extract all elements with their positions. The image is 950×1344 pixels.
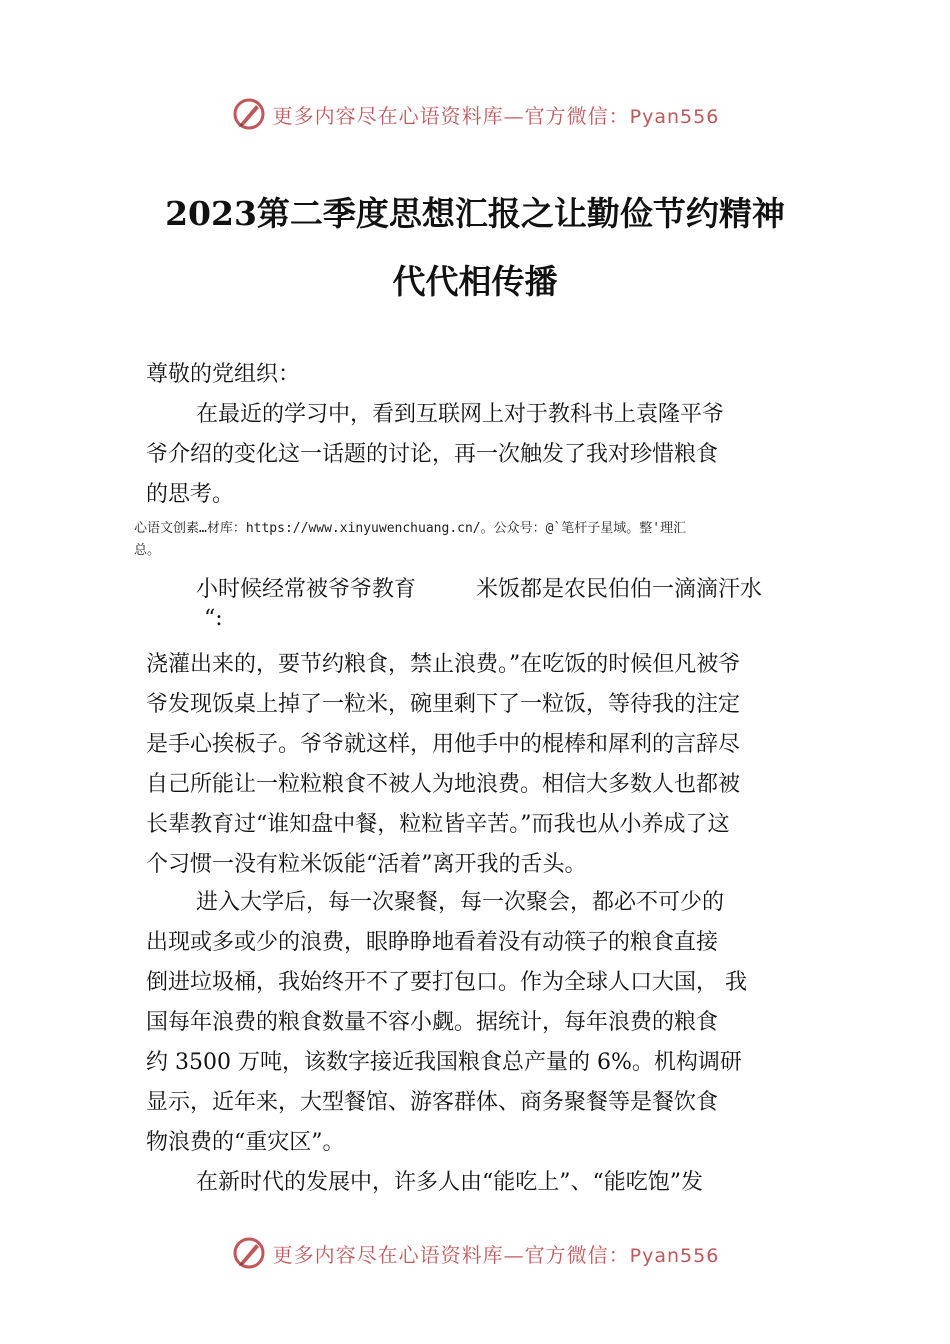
paragraph-line: 爷介绍的变化这一话题的讨论，再一次触发了我对珍惜粮食 [146, 442, 719, 467]
source-note-line: 心语文创素…材库：https://www.xinyuwenchuang.cn/。公众号：@`笔杆子星域。整'理汇 [134, 521, 687, 536]
paragraph-2-part-b: 米饭都是农民伯伯一滴滴汗水 [476, 577, 763, 602]
paragraph-line: 显示，近年来，大型餐馆、游客群体、商务聚餐等是餐饮食 [146, 1090, 719, 1115]
paragraph-2 [146, 645, 836, 885]
paragraph-2-first-line [196, 572, 836, 631]
document-title-line-1: 2023第二季度思想汇报之让勤俭节约精神 [165, 194, 785, 233]
paragraph-line: 浇灌出来的，要节约粮食，禁止浪费。”在吃饭的时候但凡被爷 [146, 652, 741, 677]
paragraph-line: 的思考。 [146, 482, 235, 507]
paragraph-line: 自己所能让一粒粒粮食不被人为地浪费。相信大多数人也都被 [146, 772, 741, 797]
quill-logo-icon [231, 96, 267, 132]
footer-banner [0, 1233, 950, 1273]
header-banner [0, 94, 950, 134]
source-note [134, 518, 854, 562]
paragraph-line: 长辈教育过“谁知盘中餐，粒粒皆辛苦。”而我也从小养成了这 [146, 812, 730, 837]
footer-wechat-id: Pyan556 [629, 1244, 720, 1267]
paragraph-2-quote-mark: “: [204, 606, 223, 631]
paragraph-line: 在最近的学习中，看到互联网上对于教科书上袁隆平爷 [196, 402, 725, 427]
quill-logo-icon [231, 1235, 267, 1271]
footer-banner-text [273, 1239, 720, 1268]
footer-banner-label: 更多内容尽在心语资料库—官方微信： [272, 1242, 630, 1267]
paragraph-line: 在新时代的发展中，许多人由“能吃上”、“能吃饱”发 [196, 1170, 703, 1195]
paragraph-line: 爷发现饭桌上掉了一粒米，碗里剩下了一粒饭，等待我的注定 [146, 692, 741, 717]
salutation-text: 尊敬的党组织： [146, 362, 301, 387]
paragraph-4 [146, 1163, 836, 1203]
header-banner-label: 更多内容尽在心语资料库—官方微信： [272, 103, 630, 128]
paragraph-3 [146, 883, 836, 1163]
paragraph-line: 个习惯一没有粒米饭能“活着”离开我的舌头。 [146, 852, 587, 877]
paragraph-2-part-a: 小时候经常被爷爷教育 [196, 577, 417, 602]
header-wechat-id: Pyan556 [629, 105, 720, 128]
document-title-line-2: 代代相传播 [392, 262, 558, 301]
paragraph-line: 出现或多或少的浪费，眼睁睁地看着没有动筷子的粮食直接 [146, 930, 719, 955]
paragraph-1 [146, 395, 836, 515]
header-banner-text [273, 100, 720, 129]
salutation [146, 355, 836, 395]
paragraph-line: 进入大学后，每一次聚餐，每一次聚会，都必不可少的 [196, 890, 725, 915]
paragraph-line: 是手心挨板子。爷爷就这样，用他手中的棍棒和犀利的言辞尽 [146, 732, 741, 757]
paragraph-line: 约 3500 万吨，该数字接近我国粮食总产量的 6%。机构调研 [146, 1050, 742, 1075]
source-note-line: 总。 [134, 543, 161, 558]
paragraph-line: 国每年浪费的粮食数量不容小觑。据统计，每年浪费的粮食 [146, 1010, 719, 1035]
paragraph-line: 物浪费的“重灾区”。 [146, 1130, 345, 1155]
paragraph-line: 倒进垃圾桶，我始终开不了要打包口。作为全球人口大国， 我 [146, 970, 747, 995]
